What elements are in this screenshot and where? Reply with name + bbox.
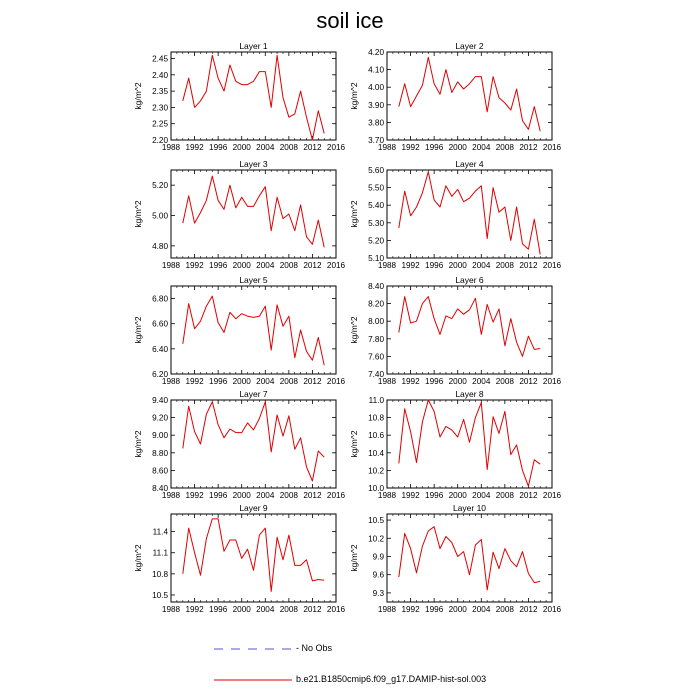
panel-3-xtick-label: 2000 bbox=[232, 261, 251, 270]
panel-2-xtick-label: 2012 bbox=[519, 143, 538, 152]
panel-5-xtick-label: 1996 bbox=[209, 377, 228, 386]
panel-3-ytick-label: 5.20 bbox=[152, 181, 168, 191]
panel-2-xtick-label: 2000 bbox=[448, 143, 467, 152]
panel-8-ytick-label: 10.4 bbox=[368, 448, 384, 458]
panel-4-xtick-label: 2000 bbox=[448, 261, 467, 270]
panel-9-xtick-label: 1996 bbox=[209, 605, 228, 614]
panel-7-xtick-label: 2000 bbox=[232, 491, 251, 500]
panel-8-xtick-label: 2008 bbox=[495, 491, 514, 500]
panel-8-xtick-label: 2012 bbox=[519, 491, 538, 500]
panel-1-ytick-label: 2.25 bbox=[152, 119, 168, 129]
panel-8-frame bbox=[387, 400, 552, 488]
panel-3-xtick-label: 2016 bbox=[326, 261, 346, 270]
panel-2-xtick-label: 2016 bbox=[542, 143, 562, 152]
panel-3-title: Layer 3 bbox=[239, 159, 268, 169]
panel-6-xtick-label: 1988 bbox=[377, 377, 397, 386]
panel-3-ytick-label: 5.00 bbox=[152, 211, 168, 221]
panel-6-ytick-label: 8.40 bbox=[368, 282, 384, 291]
panel-9-title: Layer 9 bbox=[239, 503, 268, 513]
panel-6-xtick-label: 2000 bbox=[448, 377, 467, 386]
panel-6-xtick-label: 2012 bbox=[519, 377, 538, 386]
panel-2-xtick-label: 1996 bbox=[425, 143, 444, 152]
panel-9-xtick-label: 2008 bbox=[279, 605, 298, 614]
panel-6-ytick-label: 7.80 bbox=[368, 334, 384, 344]
panel-1-xtick-label: 2016 bbox=[326, 143, 346, 152]
panel-5-xtick-label: 2008 bbox=[279, 377, 298, 386]
panel-1-ytick-label: 2.45 bbox=[152, 54, 168, 64]
panel-4-xtick-label: 1992 bbox=[401, 261, 420, 270]
panel-5-xtick-label: 2000 bbox=[232, 377, 251, 386]
panel-1-xtick-label: 1988 bbox=[161, 143, 181, 152]
panel-8-xtick-label: 2000 bbox=[448, 491, 467, 500]
panel-10-xtick-label: 2012 bbox=[519, 605, 538, 614]
panel-3-xtick-label: 2008 bbox=[279, 261, 298, 270]
panel-6-ylabel: kg/m^2 bbox=[349, 316, 359, 344]
panel-8-xtick-label: 1988 bbox=[377, 491, 397, 500]
panel-7-ytick-label: 9.40 bbox=[152, 396, 168, 405]
panel-5-xtick-label: 2004 bbox=[256, 377, 275, 386]
panel-9-xtick-label: 2012 bbox=[303, 605, 322, 614]
panel-1-ytick-label: 2.20 bbox=[152, 136, 168, 145]
panel-7-title: Layer 7 bbox=[239, 389, 268, 399]
panel-7-xtick-label: 1988 bbox=[161, 491, 181, 500]
panel-7-xtick-label: 2004 bbox=[256, 491, 275, 500]
panel-2-ytick-label: 3.80 bbox=[368, 118, 384, 128]
panel-5-series-line bbox=[183, 296, 324, 365]
panel-8-ylabel: kg/m^2 bbox=[349, 430, 359, 458]
panel-6-ytick-label: 7.40 bbox=[368, 370, 384, 379]
panel-10-series-line bbox=[399, 527, 540, 590]
panel-3-frame bbox=[171, 170, 336, 258]
panel-4-ytick-label: 5.50 bbox=[368, 183, 384, 193]
panel-8-ytick-label: 10.6 bbox=[368, 431, 384, 441]
panel-10-xtick-label: 2000 bbox=[448, 605, 467, 614]
panel-10-ytick-label: 9.6 bbox=[372, 570, 384, 580]
page-title: soil ice bbox=[316, 8, 384, 33]
panel-3-xtick-label: 1992 bbox=[185, 261, 204, 270]
panel-2-title: Layer 2 bbox=[455, 41, 484, 51]
panel-4-series-line bbox=[399, 172, 540, 255]
panel-10-xtick-label: 2008 bbox=[495, 605, 514, 614]
panel-3-series-line bbox=[183, 176, 324, 247]
panel-10-ytick-label: 9.3 bbox=[372, 588, 384, 598]
panel-1-xtick-label: 1992 bbox=[185, 143, 204, 152]
panel-10-ytick-label: 9.9 bbox=[372, 552, 384, 562]
panel-2-ytick-label: 4.00 bbox=[368, 83, 384, 93]
panel-5-ytick-label: 6.40 bbox=[152, 344, 168, 354]
panel-5-ytick-label: 6.80 bbox=[152, 294, 168, 304]
panel-8-xtick-label: 2016 bbox=[542, 491, 562, 500]
panel-8-xtick-label: 1996 bbox=[425, 491, 444, 500]
panel-10-ytick-label: 10.5 bbox=[368, 516, 384, 526]
panel-7-xtick-label: 1996 bbox=[209, 491, 228, 500]
panel-7-ytick-label: 8.60 bbox=[152, 466, 168, 476]
panel-9-ylabel: kg/m^2 bbox=[133, 544, 143, 572]
panel-1-xtick-label: 2008 bbox=[279, 143, 298, 152]
panel-10-xtick-label: 2016 bbox=[542, 605, 562, 614]
panel-10-title: Layer 10 bbox=[452, 503, 487, 513]
panel-4-ylabel: kg/m^2 bbox=[349, 200, 359, 228]
panel-8-title: Layer 8 bbox=[455, 389, 484, 399]
panel-1-frame bbox=[171, 52, 336, 140]
panel-3-ytick-label: 4.80 bbox=[152, 241, 168, 251]
panel-5-xtick-label: 1988 bbox=[161, 377, 181, 386]
panel-1-xtick-label: 1996 bbox=[209, 143, 228, 152]
panel-6-xtick-label: 2008 bbox=[495, 377, 514, 386]
panel-1-ytick-label: 2.30 bbox=[152, 103, 168, 113]
panel-4-title: Layer 4 bbox=[455, 159, 484, 169]
panel-9-ytick-label: 10.8 bbox=[152, 569, 168, 579]
panel-9-xtick-label: 1988 bbox=[161, 605, 181, 614]
panel-7-series-line bbox=[183, 402, 324, 481]
panel-7-xtick-label: 2016 bbox=[326, 491, 346, 500]
panel-9-xtick-label: 2016 bbox=[326, 605, 346, 614]
panel-5-title: Layer 5 bbox=[239, 275, 268, 285]
panel-4-xtick-label: 2016 bbox=[542, 261, 562, 270]
panel-5-ylabel: kg/m^2 bbox=[133, 316, 143, 344]
panel-2-ytick-label: 3.90 bbox=[368, 100, 384, 110]
panel-6-ytick-label: 7.60 bbox=[368, 352, 384, 362]
panel-3-xtick-label: 1996 bbox=[209, 261, 228, 270]
panel-2-ytick-label: 4.20 bbox=[368, 48, 384, 57]
panel-4-xtick-label: 1988 bbox=[377, 261, 397, 270]
panel-6-ytick-label: 8.20 bbox=[368, 299, 384, 309]
panel-4-ytick-label: 5.10 bbox=[368, 254, 384, 263]
panel-1-xtick-label: 2000 bbox=[232, 143, 251, 152]
panel-8-ytick-label: 10.0 bbox=[368, 484, 384, 493]
panel-2-xtick-label: 1992 bbox=[401, 143, 420, 152]
panel-2-xtick-label: 1988 bbox=[377, 143, 397, 152]
panel-10-frame bbox=[387, 514, 552, 602]
panel-5-xtick-label: 2012 bbox=[303, 377, 322, 386]
panel-3-xtick-label: 1988 bbox=[161, 261, 181, 270]
panel-6-series-line bbox=[399, 297, 540, 357]
panel-7-ylabel: kg/m^2 bbox=[133, 430, 143, 458]
panel-1-xtick-label: 2004 bbox=[256, 143, 275, 152]
legend-label-run: b.e21.B1850cmip6.f09_g17.DAMIP-hist-sol.003 bbox=[296, 674, 487, 684]
panel-2-ylabel: kg/m^2 bbox=[349, 82, 359, 110]
panel-9-series-line bbox=[183, 519, 324, 592]
panel-1-ytick-label: 2.35 bbox=[152, 87, 168, 97]
panel-4-ytick-label: 5.30 bbox=[368, 218, 384, 228]
panel-4-xtick-label: 1996 bbox=[425, 261, 444, 270]
panel-5-xtick-label: 1992 bbox=[185, 377, 204, 386]
panel-2-ytick-label: 4.10 bbox=[368, 65, 384, 75]
panel-8-ytick-label: 11.0 bbox=[368, 396, 384, 405]
panel-9-ytick-label: 11.1 bbox=[152, 548, 168, 558]
panel-10-xtick-label: 1996 bbox=[425, 605, 444, 614]
panel-7-frame bbox=[171, 400, 336, 488]
panel-10-ytick-label: 10.2 bbox=[368, 534, 384, 544]
panel-6-xtick-label: 1996 bbox=[425, 377, 444, 386]
panel-9-xtick-label: 1992 bbox=[185, 605, 204, 614]
panel-6-xtick-label: 2004 bbox=[472, 377, 491, 386]
panel-9-ytick-label: 11.4 bbox=[152, 527, 168, 537]
panel-7-ytick-label: 8.80 bbox=[152, 448, 168, 458]
panel-7-ytick-label: 8.40 bbox=[152, 484, 168, 493]
panel-3-xtick-label: 2004 bbox=[256, 261, 275, 270]
panel-10-ylabel: kg/m^2 bbox=[349, 544, 359, 572]
legend-label-no-obs: - No Obs bbox=[296, 643, 333, 653]
panel-4-ytick-label: 5.20 bbox=[368, 236, 384, 246]
panel-10-xtick-label: 1988 bbox=[377, 605, 397, 614]
panel-8-xtick-label: 2004 bbox=[472, 491, 491, 500]
panel-10-xtick-label: 2004 bbox=[472, 605, 491, 614]
panel-8-ytick-label: 10.2 bbox=[368, 466, 384, 476]
panel-9-xtick-label: 2004 bbox=[256, 605, 275, 614]
panel-1-ytick-label: 2.40 bbox=[152, 70, 168, 80]
panel-7-xtick-label: 1992 bbox=[185, 491, 204, 500]
panel-5-ytick-label: 6.60 bbox=[152, 319, 168, 329]
panel-1-title: Layer 1 bbox=[239, 41, 268, 51]
panel-4-xtick-label: 2008 bbox=[495, 261, 514, 270]
panel-4-xtick-label: 2012 bbox=[519, 261, 538, 270]
panel-2-ytick-label: 3.70 bbox=[368, 136, 384, 145]
panel-6-ytick-label: 8.00 bbox=[368, 317, 384, 327]
panel-2-xtick-label: 2008 bbox=[495, 143, 514, 152]
panel-9-ytick-label: 10.5 bbox=[152, 590, 168, 600]
panel-4-ytick-label: 5.40 bbox=[368, 201, 384, 211]
panel-7-ytick-label: 9.00 bbox=[152, 431, 168, 441]
panel-6-xtick-label: 2016 bbox=[542, 377, 562, 386]
panel-8-ytick-label: 10.8 bbox=[368, 413, 384, 423]
panel-6-xtick-label: 1992 bbox=[401, 377, 420, 386]
panel-8-xtick-label: 1992 bbox=[401, 491, 420, 500]
panel-1-xtick-label: 2012 bbox=[303, 143, 322, 152]
panel-6-title: Layer 6 bbox=[455, 275, 484, 285]
panel-3-xtick-label: 2012 bbox=[303, 261, 322, 270]
panel-1-series-line bbox=[183, 55, 324, 140]
panel-2-series-line bbox=[399, 57, 540, 131]
panel-5-ytick-label: 6.20 bbox=[152, 370, 168, 379]
panel-10-xtick-label: 1992 bbox=[401, 605, 420, 614]
panel-3-ylabel: kg/m^2 bbox=[133, 200, 143, 228]
panel-7-ytick-label: 9.20 bbox=[152, 413, 168, 423]
panel-5-xtick-label: 2016 bbox=[326, 377, 346, 386]
panel-7-xtick-label: 2008 bbox=[279, 491, 298, 500]
panel-8-series-line bbox=[399, 400, 540, 486]
panel-4-ytick-label: 5.60 bbox=[368, 166, 384, 175]
panel-1-ylabel: kg/m^2 bbox=[133, 82, 143, 110]
panel-4-xtick-label: 2004 bbox=[472, 261, 491, 270]
panel-7-xtick-label: 2012 bbox=[303, 491, 322, 500]
panel-5-frame bbox=[171, 286, 336, 374]
panel-9-xtick-label: 2000 bbox=[232, 605, 251, 614]
panel-6-frame bbox=[387, 286, 552, 374]
panel-2-xtick-label: 2004 bbox=[472, 143, 491, 152]
